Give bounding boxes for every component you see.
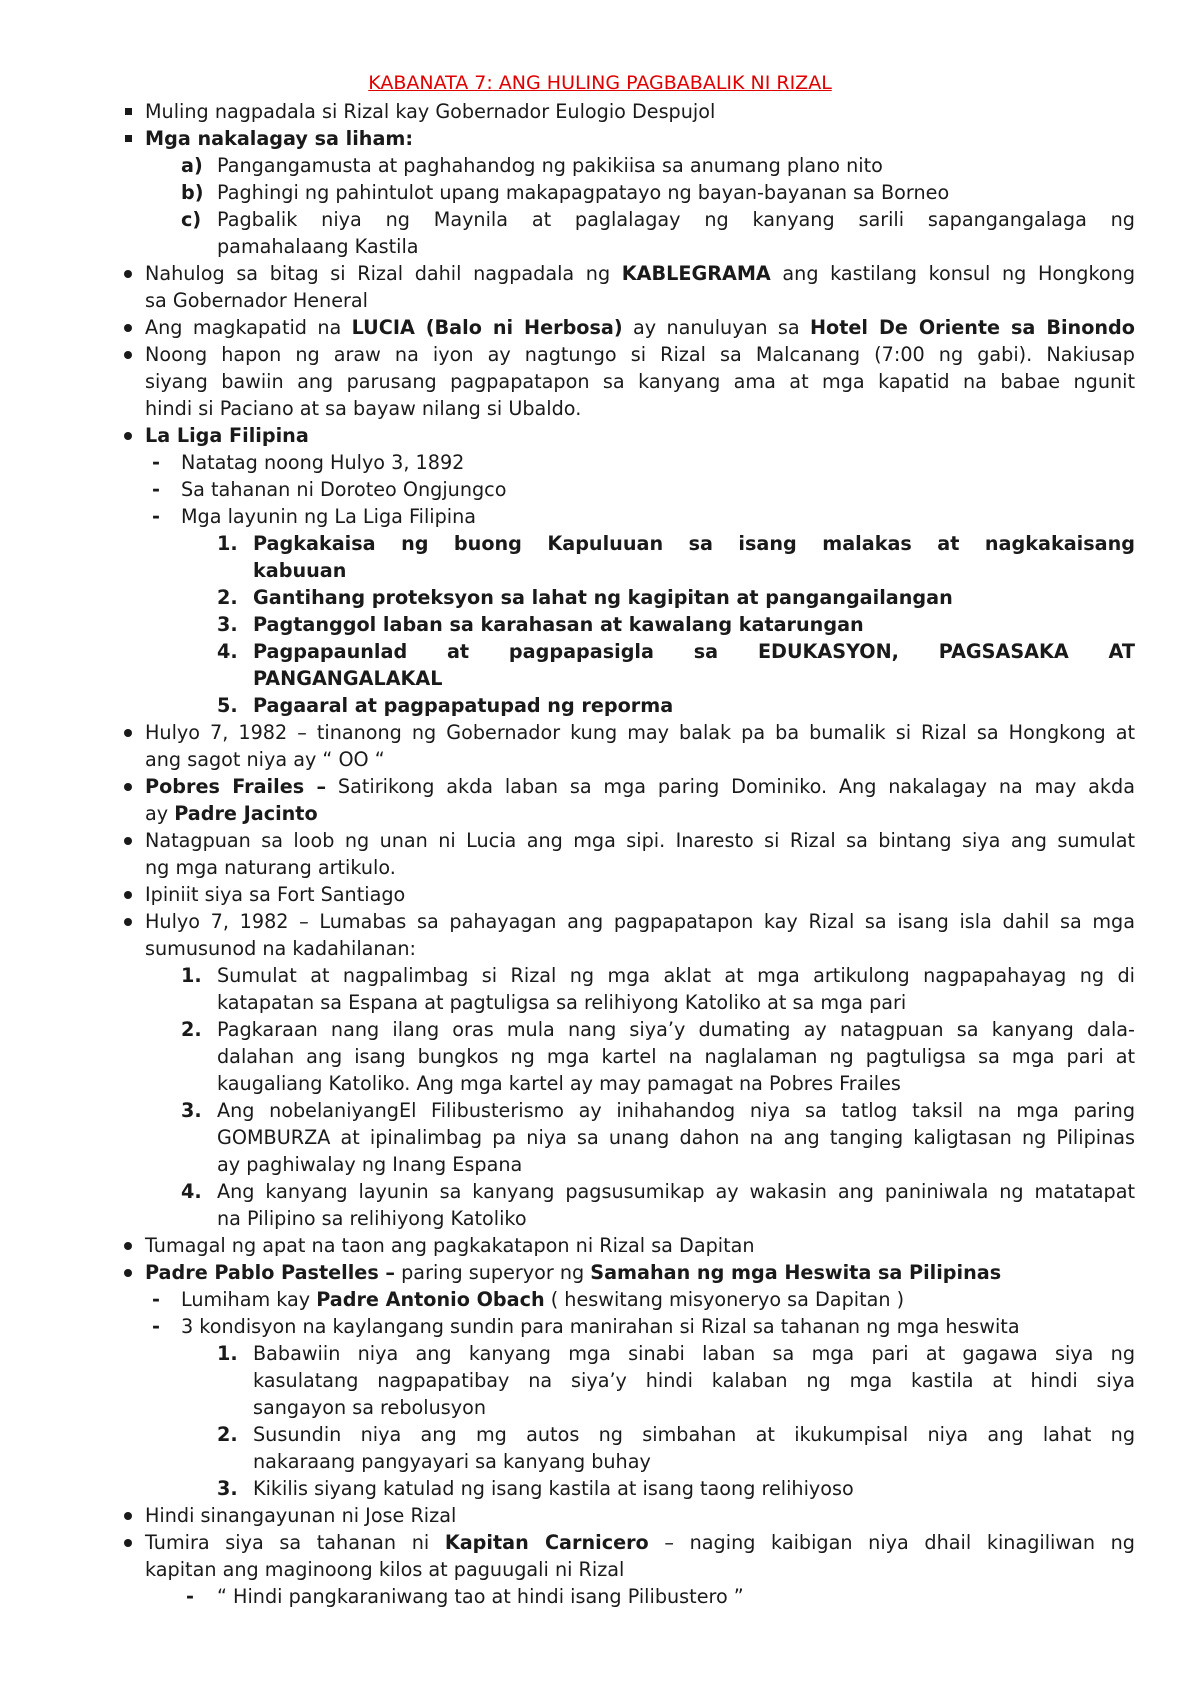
text-run: dalahan ang isang bungkos ng mga kartel na naglalaman ng pagtuligsa sa mga pari at (217, 1045, 1135, 1068)
bold-text: Hotel De Oriente sa Binondo (810, 316, 1135, 339)
text-run: “ Hindi pangkaraniwang tao at hindi isang Pilibustero ” (217, 1585, 744, 1608)
text-line (145, 287, 368, 314)
text-run: pamahalaang Kastila (217, 235, 419, 258)
text-run: Tumira siya sa tahanan ni (145, 1531, 445, 1554)
list-marker: 2. (217, 1423, 238, 1446)
text-line (217, 1178, 1135, 1205)
text-run: ( heswitang misyoneryo sa Dapitan ) (544, 1288, 905, 1311)
text-line (253, 1475, 854, 1502)
bold-text: Padre Pablo Pastelles – (145, 1261, 396, 1284)
text-line (145, 260, 1135, 287)
text-run: ay nanuluyan sa (622, 316, 810, 339)
list-marker: 1. (217, 1342, 238, 1365)
text-line (253, 611, 864, 638)
text-line (217, 989, 906, 1016)
text-line (145, 1232, 755, 1259)
bullet-icon (124, 270, 132, 278)
text-line (217, 1016, 1135, 1043)
text-line (145, 1529, 1135, 1556)
bullet-icon (124, 918, 132, 926)
text-run: siyang bawiin ang parusang pagpapatapon sa kanyang ama at mga kapatid na babae ngunit (145, 370, 1135, 393)
bullet-icon (124, 1512, 132, 1520)
list-marker: - (152, 478, 160, 501)
list-marker: a) (181, 154, 203, 177)
text-line (217, 962, 1135, 989)
text-run: kapitan ang maginoong kilos at paguugali ni Rizal (145, 1558, 625, 1581)
list-marker: - (152, 1288, 160, 1311)
text-line (217, 1583, 744, 1610)
text-line (253, 638, 1135, 665)
text-line (253, 1340, 1135, 1367)
text-line (217, 1124, 1135, 1151)
text-line (181, 503, 476, 530)
text-line (253, 1421, 1135, 1448)
text-run: Ipiniit siya sa Fort Santiago (145, 883, 406, 906)
text-run: Lumiham kay (181, 1288, 317, 1311)
text-run: Natatag noong Hulyo 3, 1892 (181, 451, 465, 474)
text-line (145, 827, 1135, 854)
text-line (145, 854, 396, 881)
text-run: Tumagal ng apat na taon ang pagkakatapon ni Rizal sa Dapitan (145, 1234, 755, 1257)
bullet-icon (124, 351, 132, 359)
text-run: 3 kondisyon na kaylangang sundin para manirahan si Rizal sa tahanan ng mga heswita (181, 1315, 1020, 1338)
text-line (253, 665, 443, 692)
square-bullet-icon (125, 135, 132, 142)
text-line (145, 98, 715, 125)
bullet-icon (124, 1539, 132, 1547)
text-line (145, 1556, 624, 1583)
text-run: ng mga naturang artikulo. (145, 856, 396, 879)
text-run: hindi si Paciano at sa bayaw nilang si Ubaldo. (145, 397, 582, 420)
text-run: sa Gobernador Heneral (145, 289, 368, 312)
bullet-icon (124, 783, 132, 791)
bold-text: Kapitan Carnicero (444, 1531, 649, 1554)
text-run: Ang kanyang layunin sa kanyang pagsusumikap ay wakasin ang paniniwala ng matatapat (217, 1180, 1135, 1203)
bold-text: Padre Jacinto (174, 802, 318, 825)
text-run: Natagpuan sa loob ng unan ni Lucia ang mga sipi. Inaresto si Rizal sa bintang siya ang sumulat (145, 829, 1135, 852)
text-line (217, 1070, 901, 1097)
text-run: Pagbalik niya ng Maynila at paglalagay ng kanyang sarili sapangangalaga ng (217, 208, 1135, 231)
text-line (217, 206, 1135, 233)
text-line (217, 1043, 1135, 1070)
text-line (145, 1259, 1001, 1286)
list-marker: b) (181, 181, 204, 204)
text-line (181, 1313, 1020, 1340)
bullet-icon (124, 324, 132, 332)
text-line (217, 1097, 1135, 1124)
list-marker: - (152, 451, 160, 474)
text-run: katapatan sa Espana at pagtuligsa sa relihiyong Katoliko at sa mga pari (217, 991, 907, 1014)
bold-text: Pagkakaisa ng buong Kapuluuan sa isang malakas at nagkakaisang (253, 532, 1135, 555)
text-line (145, 422, 309, 449)
bold-text: Mga nakalagay sa liham: (145, 127, 414, 150)
list-marker: 3. (181, 1099, 202, 1122)
text-run: GOMBURZA at ipinalimbag pa niya sa unang dahon na ang tanging kaligtasan ng Pilipinas (217, 1126, 1135, 1149)
text-run: ay (145, 802, 175, 825)
text-line (253, 584, 953, 611)
text-line (145, 341, 1135, 368)
text-line (145, 368, 1135, 395)
text-run: – naging kaibigan niya dhail kinagiliwan ng (648, 1531, 1135, 1554)
list-marker: 2. (181, 1018, 202, 1041)
text-line (145, 935, 416, 962)
bullet-icon (124, 729, 132, 737)
list-marker: 3. (217, 1477, 238, 1500)
text-line (253, 530, 1135, 557)
text-line (145, 881, 405, 908)
bold-text: kabuuan (253, 559, 347, 582)
text-line (145, 746, 385, 773)
text-run: Mga layunin ng La Liga Filipina (181, 505, 477, 528)
bold-text: Samahan ng mga Heswita sa Pilipinas (590, 1261, 1002, 1284)
text-line (145, 395, 581, 422)
text-run: paring superyor ng (395, 1261, 591, 1284)
bullet-icon (124, 891, 132, 899)
bullet-icon (124, 837, 132, 845)
text-run: Hindi sinangayunan ni Jose Rizal (145, 1504, 457, 1527)
bold-text: LUCIA (Balo ni Herbosa) (351, 316, 623, 339)
text-run: Susundin niya ang mg autos ng simbahan at ikukumpisal niya ang lahat ng (253, 1423, 1135, 1446)
text-run: Sumulat at nagpalimbag si Rizal ng mga aklat at mga artikulong nagpapahayag ng di (217, 964, 1135, 987)
text-run: sumusunod na kadahilanan: (145, 937, 416, 960)
text-run: Paghingi ng pahintulot upang makapagpatayo ng bayan-bayanan sa Borneo (217, 181, 950, 204)
bold-text: PANGANGALAKAL (253, 667, 443, 690)
list-marker: 3. (217, 613, 238, 636)
list-marker: 4. (217, 640, 238, 663)
text-line (145, 719, 1135, 746)
text-run: ay paghiwalay ng Inang Espana (217, 1153, 523, 1176)
bold-text: La Liga Filipina (145, 424, 309, 447)
page-title: KABANATA 7: ANG HULING PAGBABALIK NI RIZAL (368, 72, 832, 94)
bold-text: KABLEGRAMA (621, 262, 771, 285)
text-line (181, 449, 464, 476)
square-bullet-icon (125, 108, 132, 115)
text-run: Ang magkapatid na (145, 316, 352, 339)
text-line (217, 179, 949, 206)
text-line (253, 1448, 651, 1475)
text-line (253, 557, 346, 584)
text-run: ang sagot niya ay “ OO “ (145, 748, 385, 771)
bullet-icon (124, 1242, 132, 1250)
text-line (253, 1367, 1135, 1394)
text-line (145, 908, 1135, 935)
text-run: Pangangamusta at paghahandog ng pakikiisa sa anumang plano nito (217, 154, 883, 177)
list-marker: 5. (217, 694, 238, 717)
text-line (217, 1151, 522, 1178)
text-run: sangayon sa rebolusyon (253, 1396, 486, 1419)
text-line (145, 1502, 456, 1529)
bold-text: Pagtanggol laban sa karahasan at kawalang katarungan (253, 613, 864, 636)
text-line (181, 1286, 904, 1313)
list-marker: 1. (217, 532, 238, 555)
bullet-icon (124, 432, 132, 440)
text-line (217, 152, 883, 179)
text-line (145, 800, 318, 827)
text-run: Nahulog sa bitag si Rizal dahil nagpadala ng (145, 262, 622, 285)
text-run: Hulyo 7, 1982 – Lumabas sa pahayagan ang pagpapatapon kay Rizal sa isang isla dahil sa mga (145, 910, 1135, 933)
list-marker: - (152, 505, 160, 528)
text-run: Kikilis siyang katulad ng isang kastila at isang taong relihiyoso (253, 1477, 854, 1500)
text-run: kasulatang nagpapatibay na siya’y hindi kalaban ng mga kastila at hindi siya (253, 1369, 1135, 1392)
text-line (253, 1394, 486, 1421)
text-run: na Pilipino sa relihiyong Katoliko (217, 1207, 527, 1230)
text-run: kaugaliang Katoliko. Ang mga kartel ay may pamagat na Pobres Frailes (217, 1072, 901, 1095)
list-marker: - (186, 1585, 194, 1608)
bold-text: Padre Antonio Obach (316, 1288, 545, 1311)
text-run: Satirikong akda laban sa mga paring Dominiko. Ang nakalagay na may akda (326, 775, 1135, 798)
bullet-icon (124, 1269, 132, 1277)
bold-text: Pagaaral at pagpapatupad ng reporma (253, 694, 674, 717)
list-marker: 4. (181, 1180, 202, 1203)
text-run: nakaraang pangyayari sa kanyang buhay (253, 1450, 651, 1473)
text-run: Noong hapon ng araw na iyon ay nagtungo si Rizal sa Malcanang (7:00 ng gabi). Nakiusap (145, 343, 1135, 366)
list-marker: 2. (217, 586, 238, 609)
list-marker: 1. (181, 964, 202, 987)
text-line (217, 233, 419, 260)
text-run: Babawiin niya ang kanyang mga sinabi laban sa mga pari at gagawa siya ng (253, 1342, 1135, 1365)
text-run: Ang nobelaniyangEl Filibusterismo ay inihahandog niya sa tatlog taksil na mga paring (217, 1099, 1135, 1122)
text-run: Sa tahanan ni Doroteo Ongjungco (181, 478, 507, 501)
text-run: Pagkaraan nang ilang oras mula nang siya’y dumating ay natagpuan sa kanyang dala- (217, 1018, 1135, 1041)
text-line (181, 476, 506, 503)
bold-text: Pobres Frailes – (145, 775, 327, 798)
text-run: ang kastilang konsul ng Hongkong (770, 262, 1135, 285)
list-marker: - (152, 1315, 160, 1338)
bold-text: Gantihang proteksyon sa lahat ng kagipitan at pangangailangan (253, 586, 953, 609)
text-line (145, 773, 1135, 800)
text-line (145, 125, 413, 152)
text-run: Muling nagpadala si Rizal kay Gobernador Eulogio Despujol (145, 100, 716, 123)
bold-text: Pagpapaunlad at pagpapasigla sa EDUKASYON, PAGSASAKA AT (253, 640, 1135, 663)
text-line (253, 692, 673, 719)
text-run: Hulyo 7, 1982 – tinanong ng Gobernador kung may balak pa ba bumalik si Rizal sa Hongkong at (145, 721, 1135, 744)
list-marker: c) (181, 208, 202, 231)
text-line (145, 314, 1135, 341)
text-line (217, 1205, 527, 1232)
